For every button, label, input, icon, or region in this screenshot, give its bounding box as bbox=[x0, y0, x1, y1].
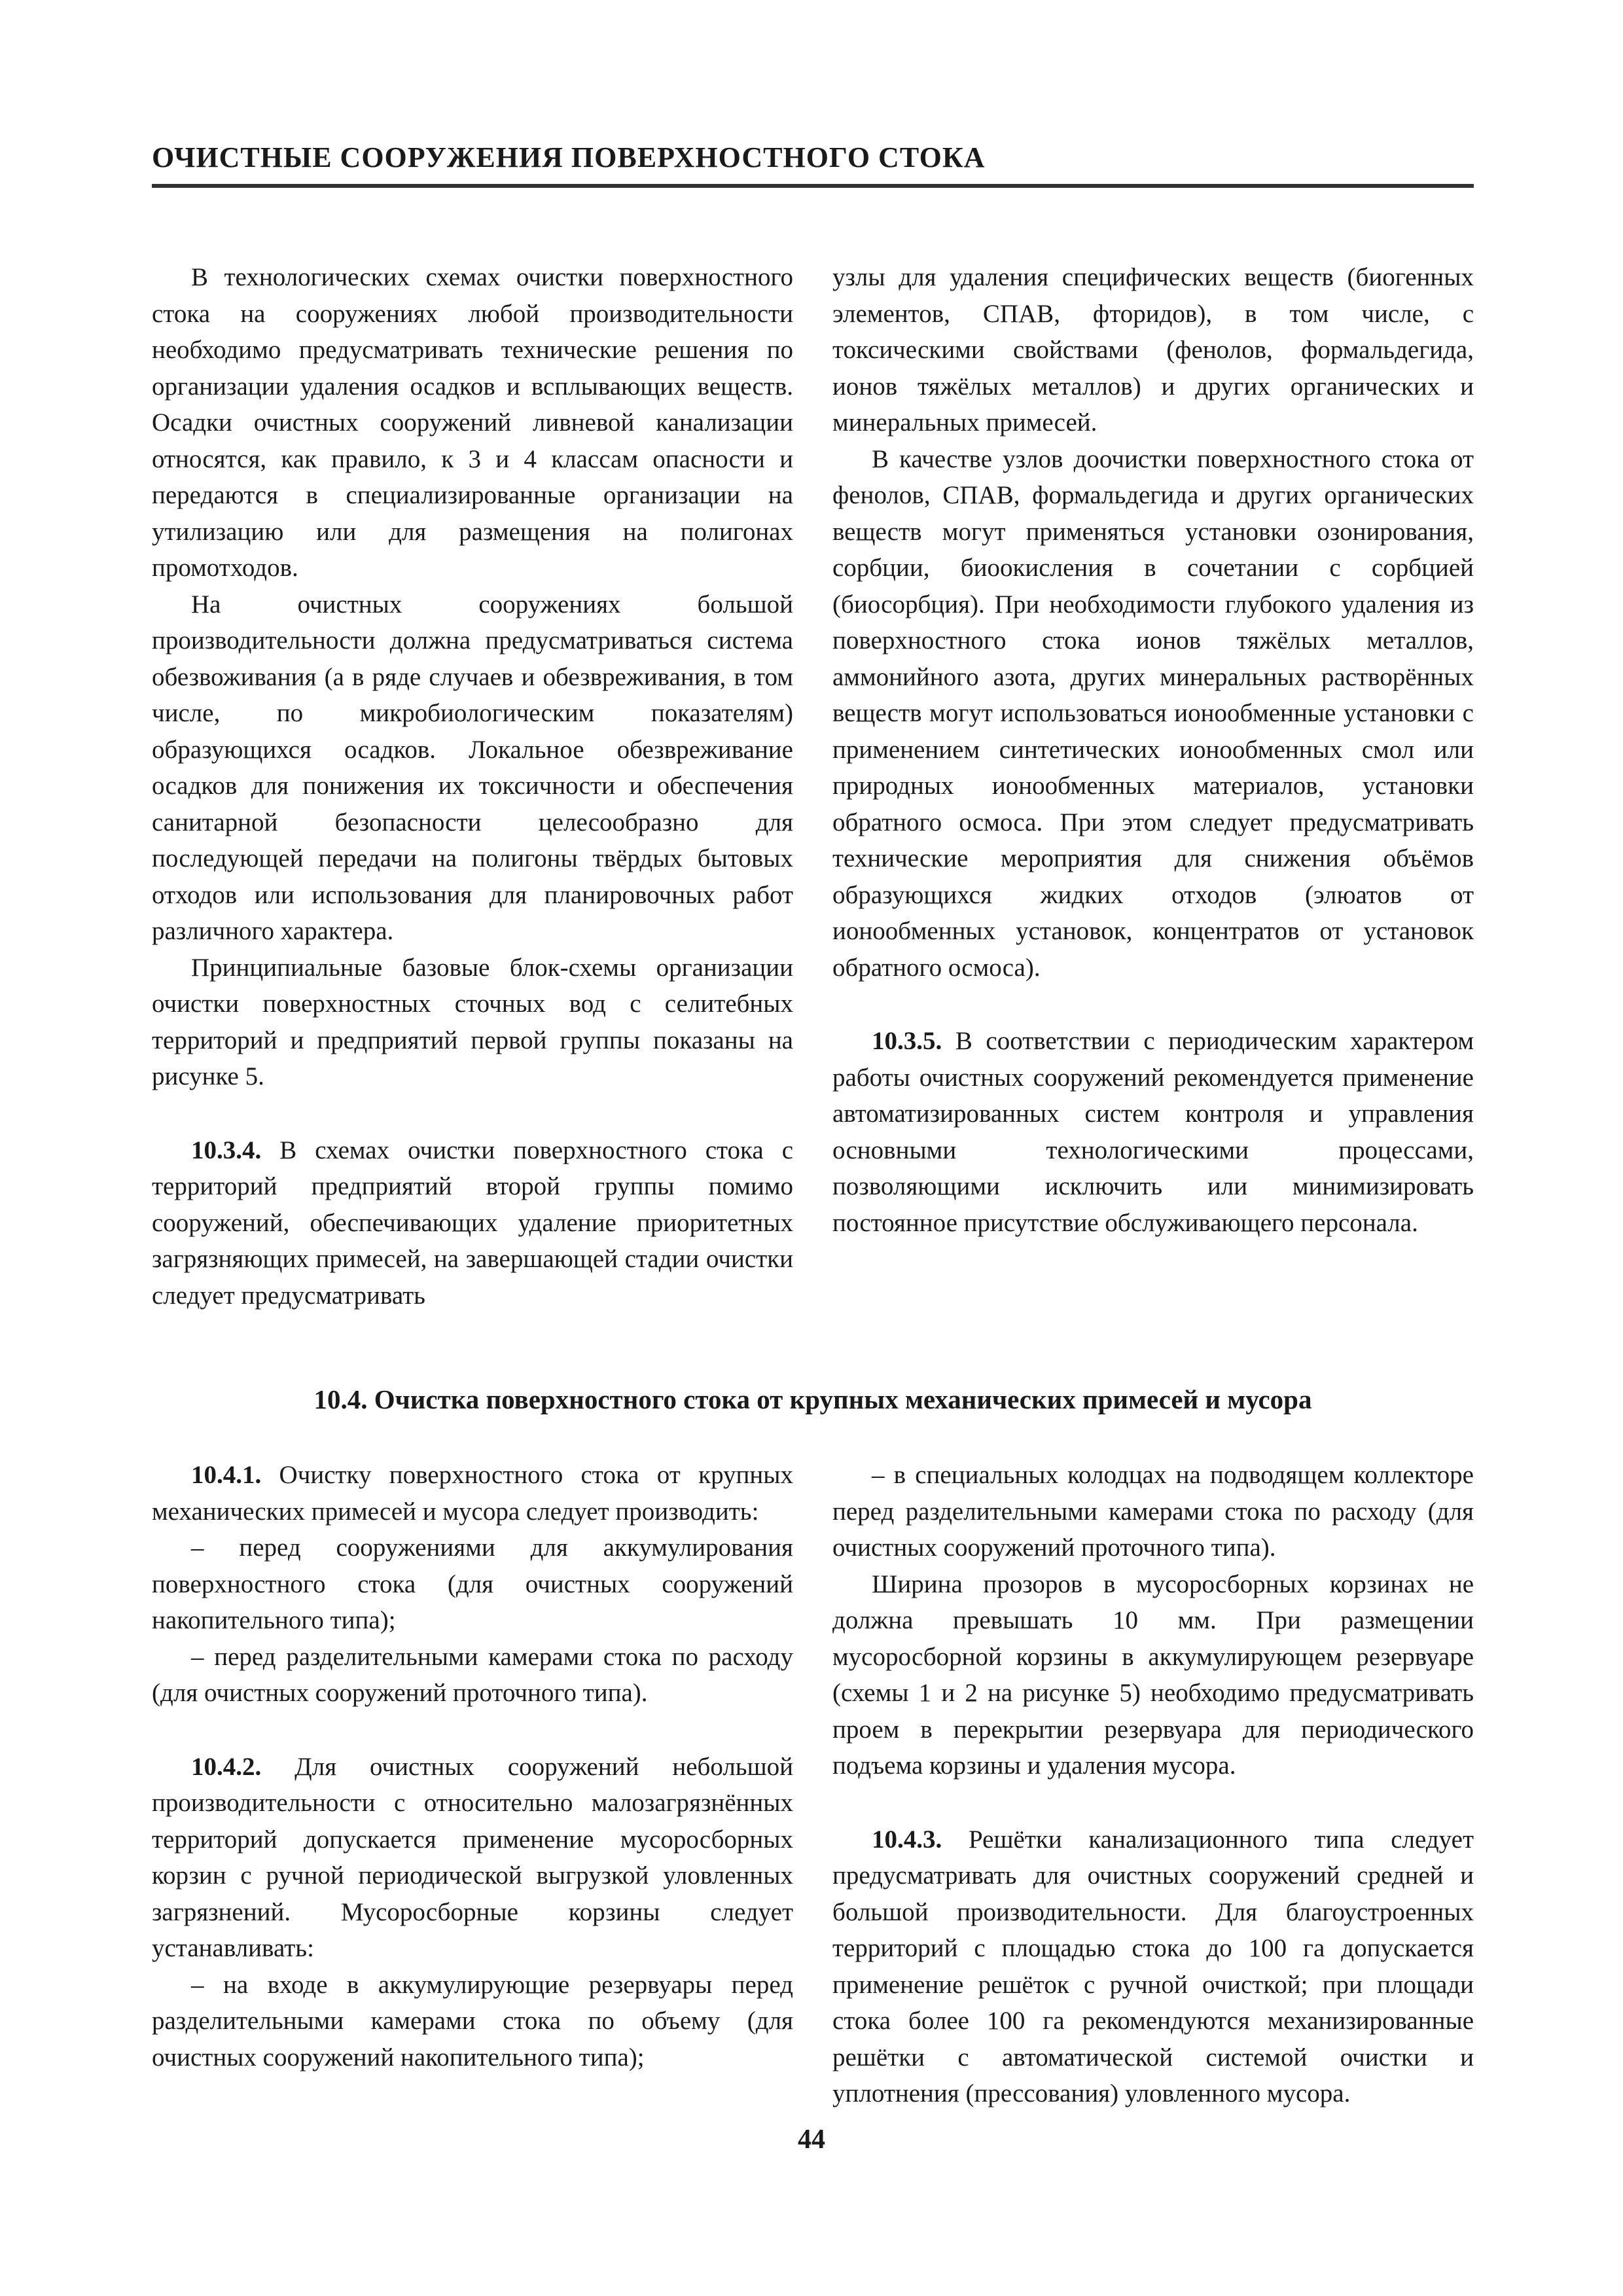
clause-text: Очистку поверхностного стока от крупных механических примесей и мусора следует производить: bbox=[152, 1461, 793, 1526]
bottom-right-column bbox=[832, 1457, 1474, 2112]
list-item: – перед сооружениями для аккумулирования поверхностного стока (для очистных сооружений накопительного типа); bbox=[152, 1534, 793, 1634]
paragraph: узлы для удаления специфических веществ (биогенных элементов, СПАВ, фторидов), в том числе, с токсическими свойствами (фенолов, формальдегида, ионов тяжёлых металлов) и других органических и минеральных примесей. bbox=[832, 263, 1474, 437]
bottom-left-column bbox=[152, 1457, 793, 2075]
paragraph: На очистных сооружениях большой производительности должна предусматриваться система обезвоживания (а в ряде случаев и обезвреживания, в том числе, по микробиологическим показателям) образующихся осадков. Локальное обезвреживание осадков для понижения их токсичности и обеспечения санитарной безопасности целесообразно для последующей передачи на полигоны твёрдых бытовых отходов или использования для планировочных работ различного характера. bbox=[152, 590, 793, 945]
page-header-title: ОЧИСТНЫЕ СООРУЖЕНИЯ ПОВЕРХНОСТНОГО СТОКА bbox=[152, 141, 986, 173]
clause-10-4-2 bbox=[152, 1749, 793, 1967]
clause-number: 10.4.3. bbox=[872, 1825, 942, 1854]
top-left-column bbox=[152, 259, 793, 1314]
clause-10-4-1 bbox=[152, 1457, 793, 1530]
clause-10-3-5 bbox=[832, 1023, 1474, 1241]
clause-number: 10.3.5. bbox=[872, 1027, 942, 1055]
list-item: – перед разделительными камерами стока по расходу (для очистных сооружений проточного типа). bbox=[152, 1642, 793, 1707]
clause-text: В схемах очистки поверхностного стока с территорий предприятий второй группы помимо сооружений, обеспечивающих удаление приоритетных загрязняющих примесей, на завершающей стадии очистки следует предусматривать bbox=[152, 1136, 794, 1310]
page-number: 44 bbox=[798, 2125, 825, 2155]
clause-text: Решётки канализационного типа следует предусматривать для очистных сооружений средней и большой производительности. Для благоустроенных территорий с площадью стока до 100 га допускается применение решёток с ручной очисткой; при площади стока более 100 га рекомендуются механизированные решётки с автоматической системой очистки и уплотнения (прессования) уловленного мусора. bbox=[832, 1825, 1474, 2108]
clause-number: 10.4.2. bbox=[191, 1752, 262, 1781]
clause-number: 10.4.1. bbox=[191, 1461, 262, 1489]
paragraph: В качестве узлов доочистки поверхностного стока от фенолов, СПАВ, формальдегида и других органических веществ могут применяться установки озонирования, сорбции, биоокисления в сочетании с сорбцией (биосорбция). При необходимости глубокого удаления из поверхностного стока ионов тяжёлых металлов, аммонийного азота, других минеральных растворённых веществ могут использоваться ионообменные установки с применением синтетических ионообменных смол или природных ионообменных материалов, установки обратного осмоса. При этом следует предусматривать технические мероприятия для снижения объёмов образующихся жидких отходов (элюатов от ионообменных установок, концентратов от установок обратного осмоса). bbox=[832, 444, 1474, 982]
list-item: – на входе в аккумулирующие резервуары перед разделительными камерами стока по объему (для очистных сооружений накопительного типа); bbox=[152, 1970, 793, 2072]
clause-number: 10.3.4. bbox=[191, 1136, 262, 1164]
clause-10-4-3 bbox=[832, 1821, 1474, 2112]
clause-text: В соответствии с периодическим характером работы очистных сооружений рекомендуется применение автоматизированных систем контроля и управления основными технологическими процессами, позволяющими исключить или минимизировать постоянное присутствие обслуживающего персонала. bbox=[832, 1027, 1474, 1237]
header-rule bbox=[152, 184, 1474, 188]
section-title: 10.4. Очистка поверхностного стока от крупных механических примесей и мусора bbox=[313, 1384, 1312, 1414]
clause-10-3-4 bbox=[152, 1132, 793, 1314]
paragraph: В технологических схемах очистки поверхностного стока на сооружениях любой производительности необходимо предусматривать технические решения по организации удаления осадков и всплывающих веществ. Осадки очистных сооружений ливневой канализации относятся, как правило, к 3 и 4 классам опасности и передаются в специализированные организации на утилизацию или для размещения на полигонах промотходов. bbox=[152, 263, 793, 582]
top-right-column bbox=[832, 259, 1474, 1241]
list-item: – в специальных колодцах на подводящем коллекторе перед разделительными камерами стока по расходу (для очистных сооружений проточного типа). bbox=[832, 1461, 1474, 1562]
paragraph: Ширина прозоров в мусоросборных корзинах не должна превышать 10 мм. При размещении мусоросборной корзины в аккумулирующем резервуаре (схемы 1 и 2 на рисунке 5) необходимо предусматривать проем в перекрытии резервуара для периодического подъема корзины и удаления мусора. bbox=[832, 1570, 1474, 1780]
paragraph: Принципиальные базовые блок-схемы организации очистки поверхностных сточных вод с селитебных территорий и предприятий первой группы показаны на рисунке 5. bbox=[152, 953, 793, 1090]
clause-text: Для очистных сооружений небольшой производительности с относительно малозагрязнённых территорий допускается применение мусоросборных корзин с ручной периодической выгрузкой уловленных загрязнений. Мусоросборные корзины следует устанавливать: bbox=[152, 1752, 793, 1962]
